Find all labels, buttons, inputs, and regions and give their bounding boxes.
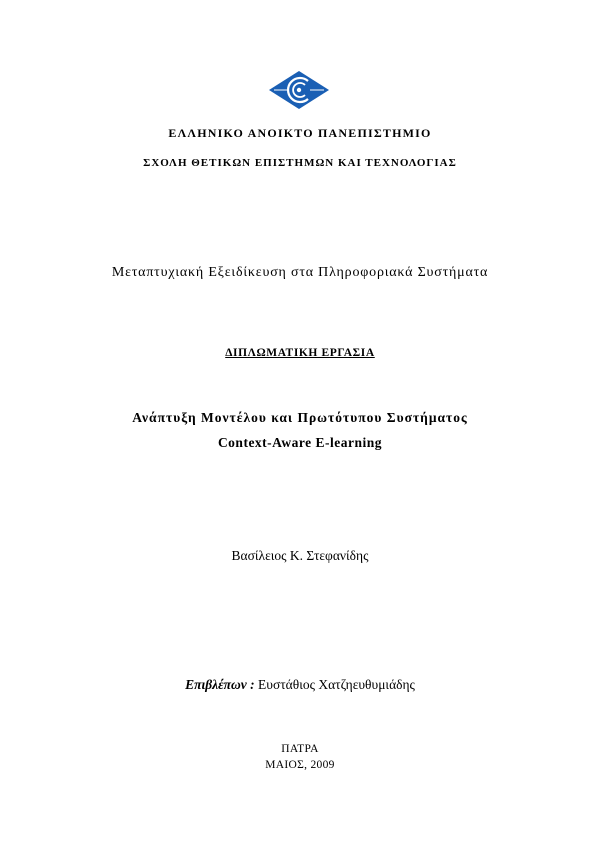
city: ΠΑΤΡΑ (281, 743, 319, 755)
thesis-title-line-2: Context-Aware E-learning (217, 435, 383, 450)
thesis-type-label: ΔΙΠΛΩΜΑΤΙΚΗ ΕΡΓΑΣΙΑ (225, 347, 375, 359)
program-name: Μεταπτυχιακή Εξειδίκευση στα Πληροφοριακά Συστήματα (111, 265, 489, 280)
school-name: ΣΧΟΛΗ ΘΕΤΙΚΩΝ ΕΠΙΣΤΗΜΩΝ ΚΑΙ ΤΕΧΝΟΛΟΓΙΑΣ (143, 157, 457, 169)
publication-date: ΜΑΙΟΣ, 2009 (265, 759, 335, 771)
thesis-type-heading (0, 347, 600, 359)
thesis-title-line-1: Ανάπτυξη Μοντέλου και Πρωτότυπου Συστήματος (132, 410, 468, 425)
supervisor-name: Ευστάθιος Χατζηευθυμιάδης (258, 677, 415, 692)
author-name: Βασίλειος Κ. Στεφανίδης (231, 548, 369, 563)
supervisor-label: Επιβλέπων : (185, 677, 255, 692)
university-emblem-icon (268, 70, 330, 110)
university-name: ΕΛΛΗΝΙΚΟ ΑΝΟΙΚΤΟ ΠΑΝΕΠΙΣΤΗΜΙΟ (168, 126, 432, 140)
supervisor-line (0, 677, 600, 693)
